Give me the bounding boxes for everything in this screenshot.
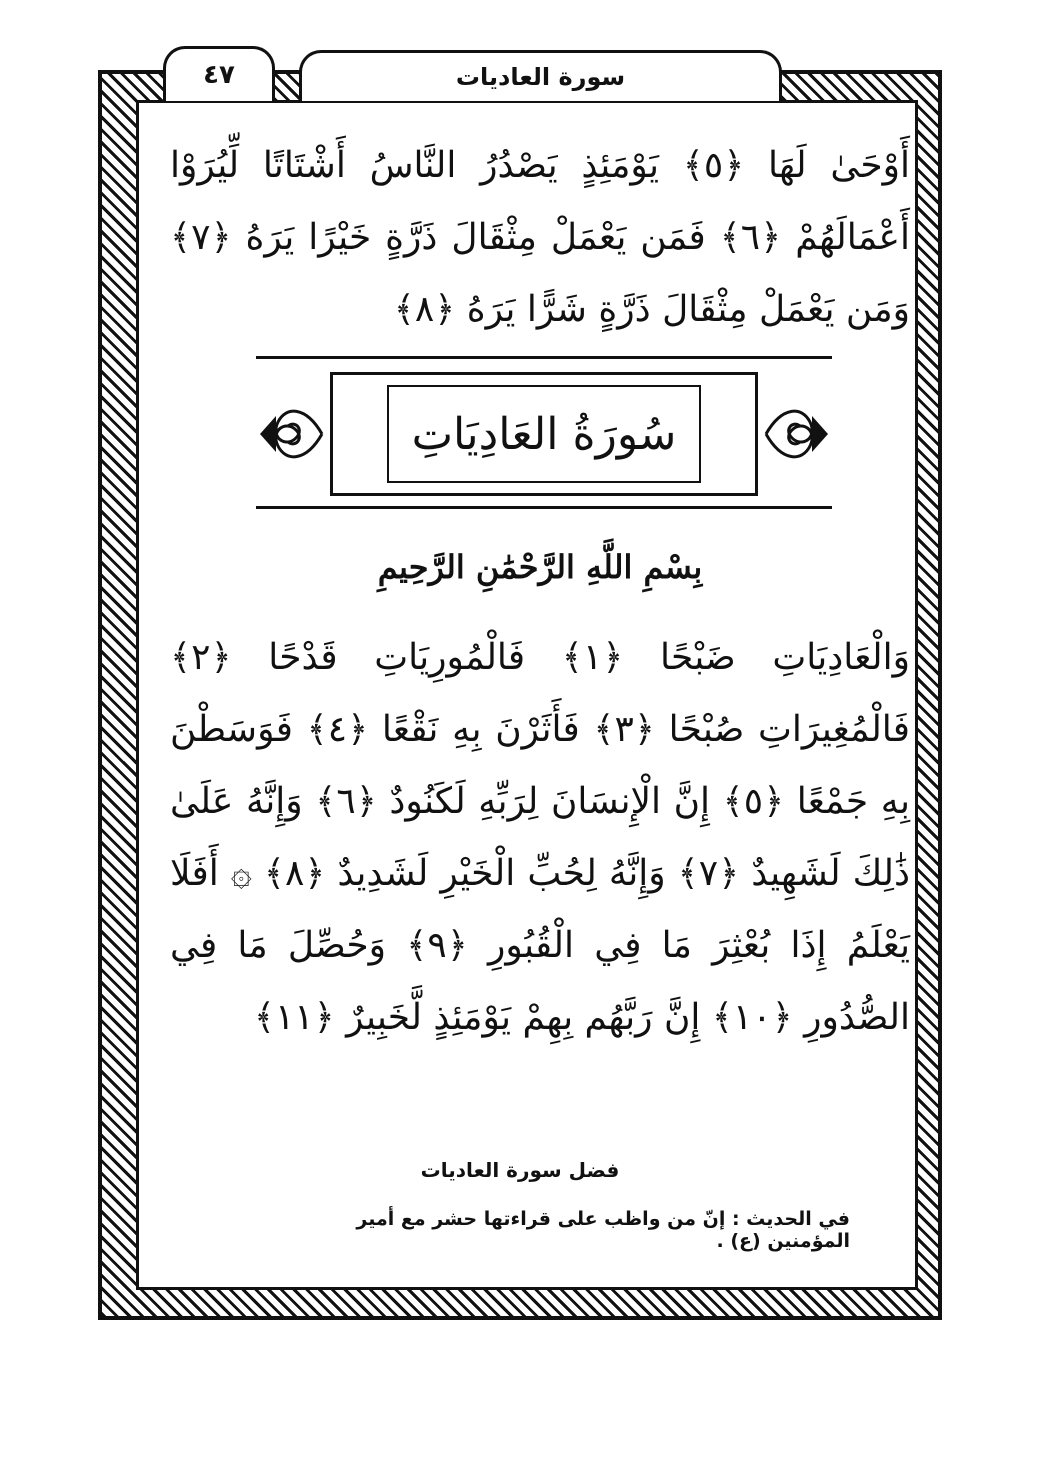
divider-bottom bbox=[256, 506, 832, 509]
surah-banner-box bbox=[330, 372, 758, 496]
page-number: ٤٧ bbox=[163, 46, 275, 101]
previous-surah-verses: أَوْحَىٰ لَهَا ﴿٥﴾ يَوْمَئِذٍ يَصْدُرُ النَّاسُ أَشْتَاتًا لِّيُرَوْا أَعْمَالَهُمْ ﴿٦﴾ فَمَن يَعْمَلْ مِثْقَالَ ذَرَّةٍ خَيْرًا يَرَهُ ﴿٧﴾ وَمَن يَعْمَلْ مِثْقَالَ ذَرَّةٍ شَرًّا يَرَهُ ﴿٨﴾ bbox=[170, 145, 910, 330]
virtue-title: فضل سورة العاديات bbox=[420, 1158, 620, 1182]
divider-top bbox=[256, 356, 832, 359]
surah-banner bbox=[256, 372, 832, 496]
surah-verses: وَالْعَادِيَاتِ ضَبْحًا ﴿١﴾ فَالْمُورِيَاتِ قَدْحًا ﴿٢﴾ فَالْمُغِيرَاتِ صُبْحًا ﴿٣﴾ فَأَثَرْنَ بِهِ نَقْعًا ﴿٤﴾ فَوَسَطْنَ بِهِ جَمْعًا ﴿٥﴾ إِنَّ الْإِنسَانَ لِرَبِّهِ لَكَنُودٌ ﴿٦﴾ وَإِنَّهُ عَلَىٰ ذَٰلِكَ لَشَهِيدٌ ﴿٧﴾ وَإِنَّهُ لِحُبِّ الْخَيْرِ لَشَدِيدٌ ﴿٨﴾ ۞ أَفَلَا يَعْلَمُ إِذَا بُعْثِرَ مَا فِي الْقُبُورِ ﴿٩﴾ وَحُصِّلَ مَا فِي الصُّدُورِ ﴿١٠﴾ إِنَّ رَبَّهُم بِهِمْ يَوْمَئِذٍ لَّخَبِيرٌ ﴿١١﴾ bbox=[170, 637, 911, 1038]
header-surah-title: سورة العاديات bbox=[299, 50, 782, 101]
surah-banner-title: سُورَةُ العَادِيَاتِ bbox=[387, 385, 701, 483]
right-ornament-icon bbox=[762, 386, 832, 482]
basmala: بِسْمِ اللَّهِ الرَّحْمَٰنِ الرَّحِيمِ bbox=[377, 548, 703, 586]
left-ornament-icon bbox=[256, 386, 326, 482]
virtue-text: في الحديث : إنّ من واظب على قراءتها حشر مع أمير المؤمنين (ع) . bbox=[356, 1208, 850, 1252]
